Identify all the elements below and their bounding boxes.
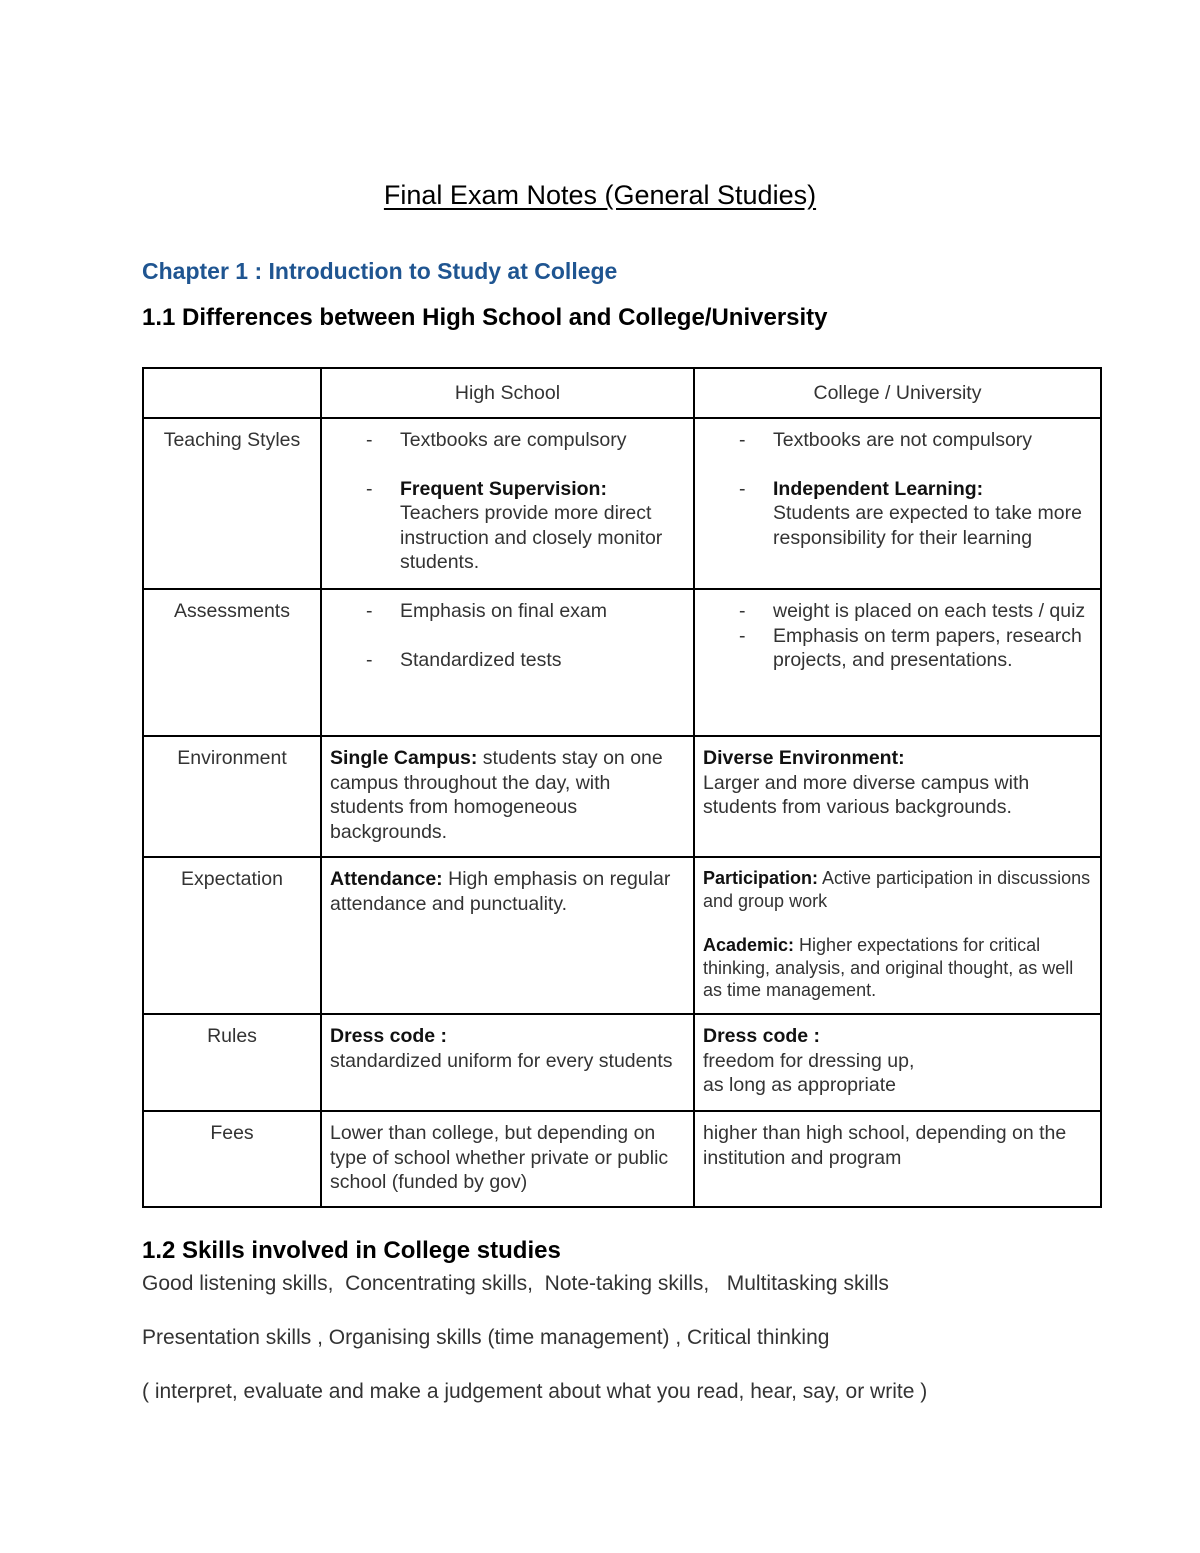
paragraph: Academic: Higher expectations for critical thinking, analysis, and original thought, as well as time management. bbox=[703, 935, 1074, 1000]
table-row-teaching-styles bbox=[143, 418, 1101, 589]
row-label: Teaching Styles bbox=[143, 418, 321, 589]
row-label: Fees bbox=[143, 1111, 321, 1207]
table-row-rules bbox=[143, 1014, 1101, 1111]
college-cell bbox=[694, 589, 1101, 736]
list-item: - Emphasis on term papers, research projects, and presentations. bbox=[703, 624, 1092, 673]
high-school-cell bbox=[321, 418, 694, 589]
high-school-cell: Attendance: High emphasis on regular attendance and punctuality. bbox=[321, 857, 694, 1014]
section-heading-1-1: 1.1 Differences between High School and College/University bbox=[142, 304, 828, 331]
high-school-cell: Single Campus: students stay on one campus throughout the day, with students from homogeneous backgrounds. bbox=[321, 736, 694, 857]
list-item: - Frequent Supervision: Teachers provide more direct instruction and closely monitor students. bbox=[330, 477, 685, 575]
list-item: - Independent Learning: Students are expected to take more responsibility for their learning bbox=[703, 477, 1092, 551]
document-title: Final Exam Notes (General Studies) bbox=[383, 180, 817, 210]
skills-line: ( interpret, evaluate and make a judgement about what you read, hear, say, or write ) bbox=[142, 1380, 928, 1403]
list-item: - Textbooks are compulsory bbox=[330, 428, 685, 453]
skills-line: Good listening skills, Concentrating skills, Note-taking skills, Multitasking skills bbox=[142, 1272, 889, 1295]
header-cell-college: College / University bbox=[694, 368, 1101, 418]
table-row-fees bbox=[143, 1111, 1101, 1207]
table-row-assessments bbox=[143, 589, 1101, 736]
list-item: - weight is placed on each tests / quiz bbox=[703, 599, 1092, 624]
college-cell bbox=[694, 857, 1101, 1014]
college-cell: Dress code : freedom for dressing up, as long as appropriate bbox=[694, 1014, 1101, 1111]
section-heading-1-2: 1.2 Skills involved in College studies bbox=[142, 1237, 561, 1264]
row-label: Assessments bbox=[143, 589, 321, 736]
header-cell-empty bbox=[143, 368, 321, 418]
list-item: - Standardized tests bbox=[330, 648, 685, 673]
row-label: Environment bbox=[143, 736, 321, 857]
college-cell bbox=[694, 418, 1101, 589]
high-school-cell: Lower than college, but depending on type of school whether private or public school (funded by gov) bbox=[321, 1111, 694, 1207]
list-item: - Textbooks are not compulsory bbox=[703, 428, 1092, 453]
high-school-cell: Dress code : standardized uniform for every students bbox=[321, 1014, 694, 1111]
row-label: Rules bbox=[143, 1014, 321, 1111]
header-cell-high-school: High School bbox=[321, 368, 694, 418]
skills-line: Presentation skills , Organising skills (time management) , Critical thinking bbox=[142, 1326, 830, 1349]
high-school-cell bbox=[321, 589, 694, 736]
table-header-row bbox=[143, 368, 1101, 418]
college-cell: higher than high school, depending on the institution and program bbox=[694, 1111, 1101, 1207]
comparison-table bbox=[142, 367, 1102, 1208]
row-label: Expectation bbox=[143, 857, 321, 1014]
chapter-heading: Chapter 1 : Introduction to Study at College bbox=[142, 258, 618, 284]
table-row-environment bbox=[143, 736, 1101, 857]
college-cell: Diverse Environment: Larger and more diverse campus with students from various backgrounds. bbox=[694, 736, 1101, 857]
paragraph: Participation: Active participation in discussions and group work bbox=[703, 868, 1091, 911]
list-item: - Emphasis on final exam bbox=[330, 599, 685, 624]
table-row-expectation bbox=[143, 857, 1101, 1014]
